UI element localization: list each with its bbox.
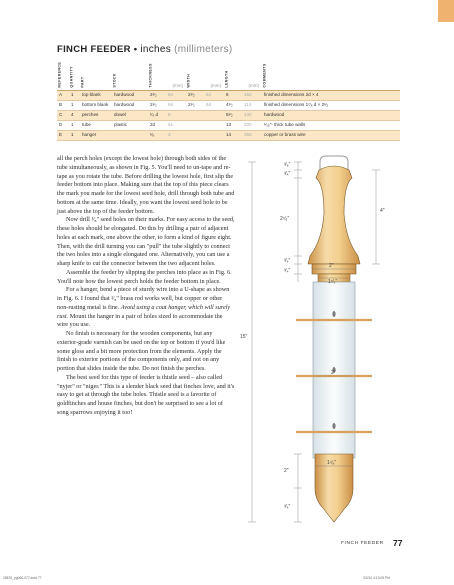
column-header: THICKNESS (148, 58, 166, 91)
table-cell: 4¹⁄₂ (224, 101, 242, 111)
body-text (57, 155, 235, 418)
table-cell: ¹⁄₄ d (148, 111, 166, 121)
table-cell: finished dimensions 2d × 4 (262, 91, 400, 101)
table-cell (186, 121, 204, 131)
table-cell: hardwood (112, 91, 148, 101)
dim-label: 2" (329, 263, 334, 269)
corner-tab (438, 0, 454, 22)
table-cell: tube (80, 121, 112, 131)
table-cell: 13 (224, 121, 242, 131)
table-cell: perches (80, 111, 112, 121)
dim-label: 2" (331, 370, 336, 376)
table-cell: 2d (148, 121, 166, 131)
column-header: WIDTH (186, 58, 204, 91)
column-header: REFERENCE (57, 58, 69, 91)
table-cell: B (57, 101, 69, 111)
table-row (57, 131, 400, 141)
table-cell: 1 (69, 101, 80, 111)
title-bold: FINCH FEEDER (57, 44, 131, 55)
print-slug-file: 25876_pg060-077.indd 77 (3, 576, 42, 580)
paragraph: For a hanger, bend a piece of sturdy wire into a U-shape as shown in Fig. 6. I found that ¹⁄₈" brass rod works well, but copper or other non-rusting metal is fine. Avoid using a coat hanger, which will surely rust. Mount the hanger in a pair of holes sized to accommodate the wire you use. (57, 286, 231, 329)
page-title (57, 44, 232, 55)
table-cell: ¹⁄₁₆"- thick tube walls (262, 121, 400, 131)
paragraph: Assemble the feeder by slipping the perches into place as in Fig. 6. You'll note how the lowest perch holds the feeder bottom in place. (57, 268, 232, 285)
column-header: PART (80, 58, 112, 91)
table-cell (204, 131, 224, 141)
table-cell: 64 (166, 101, 186, 111)
dim-label: ³⁄₄" (284, 171, 291, 177)
table-cell: D (57, 121, 69, 131)
table-cell: C (57, 111, 69, 121)
dim-label: 1⁷⁄₈" (327, 460, 337, 466)
column-header: QUANTITY (69, 58, 80, 91)
paragraph: The best seed for this type of feeder is thistle seed – also called "nyjer" or "niger." This is a slender black seed that finches love, and it's easy to get at through the tube holes. Thistle seed is a favorite of goldfinches and house finches, but don't be surprised to see a lot of song sparrows enjoying it too! (57, 373, 235, 416)
table-cell (186, 131, 204, 141)
table-cell: hardwood (262, 111, 400, 121)
column-header: (mm) (242, 58, 262, 91)
table-cell: 2¹⁄₂ (186, 91, 204, 101)
table-cell: dowel (112, 111, 148, 121)
table-row (57, 101, 400, 111)
warning-text: Avoid using a coat hanger, which will surely rust. (57, 303, 231, 320)
table-cell: 64 (166, 91, 186, 101)
table-cell: 1 (69, 121, 80, 131)
dim-label: ³⁄₈" (284, 162, 291, 168)
title-subunits: (millimeters) (171, 44, 233, 55)
table-cell (204, 121, 224, 131)
table-cell: plastic (112, 121, 148, 131)
table-cell: 5¹⁄₂ (224, 111, 242, 121)
dim-label: 4" (380, 208, 385, 214)
table-cell: 6 (224, 91, 242, 101)
dim-label: ³⁄₄" (284, 258, 291, 264)
table-cell (204, 111, 224, 121)
table-cell: hanger (80, 131, 112, 141)
table-cell (186, 111, 204, 121)
dim-label: ³⁄₄" (284, 504, 291, 510)
table-cell: 356 (242, 131, 262, 141)
table-cell: 4 (69, 111, 80, 121)
table-cell: 1 (69, 131, 80, 141)
table-row (57, 111, 400, 121)
table-cell: 330 (242, 121, 262, 131)
dim-label: 2⁷⁄₈" (280, 216, 290, 222)
table-cell: E (57, 131, 69, 141)
table-row (57, 91, 400, 101)
paragraph: No finish is necessary for the wooden components, but any exterior-grade varnish can be used on the top or bottom if you'd like some gloss and a bit more protection from the elements. Apply the finish to exterior portions of the components only, and not on any portion that slides inside the tube. Do not finish the perches. (57, 330, 226, 372)
paragraph: Now drill ¹⁄₈" seed holes on their marks. For easy access to the seed, these holes should be elongated. Do this by drilling a pair of adjacent holes at each mark, one above the other, to form a kind of figure eight. Then, with the drill turning you can "pull" the tube slightly to connect the two holes into a single elongated one. Alternatively, you can use a sharp knife to cut the connector between the two adjacent holes. (57, 216, 235, 267)
column-header: STOCK (112, 58, 148, 91)
table-cell: finished dimensions 1⁷⁄₈ d × 2¹⁄₂ (262, 101, 400, 111)
table-cell: A (57, 91, 69, 101)
title-separator: • (130, 44, 141, 55)
table-cell: copper or brass wire (262, 131, 400, 141)
table-cell: top blank (80, 91, 112, 101)
table-cell: 1 (69, 91, 80, 101)
cutting-list-table (57, 58, 400, 141)
dim-label: 1⁷⁄₈" (328, 279, 338, 285)
dim-label: 2" (284, 468, 289, 474)
table-cell: hardwood (112, 101, 148, 111)
table-cell: 152 (242, 91, 262, 101)
table-cell: 2¹⁄₂ (186, 101, 204, 111)
dim-label: ³⁄₄" (284, 268, 291, 274)
table-cell: 2¹⁄₂ (148, 91, 166, 101)
table-cell: 6 (166, 111, 186, 121)
column-header: (mm) (166, 58, 186, 91)
table-cell: 140 (242, 111, 262, 121)
page-number: 77 (393, 538, 403, 548)
column-header: LENGTH (224, 58, 242, 91)
column-header: COMMENTS (262, 58, 400, 91)
print-slug-date: 3/2/10 4:13:05 PM (363, 576, 390, 580)
table-cell: bottom blank (80, 101, 112, 111)
table-header-row (57, 58, 400, 91)
seed-hole (332, 311, 335, 317)
table-cell: 51 (166, 121, 186, 131)
running-footer: FINCH FEEDER (341, 541, 384, 546)
feeder-top (308, 166, 360, 264)
title-units: inches (140, 44, 172, 55)
table-cell: 64 (204, 91, 224, 101)
table-row (57, 121, 400, 131)
table-cell: 14 (224, 131, 242, 141)
column-header: (mm) (204, 58, 224, 91)
feeder-diagram (236, 154, 436, 526)
table-cell: 2¹⁄₂ (148, 101, 166, 111)
table-cell: ¹⁄₈ (148, 131, 166, 141)
table-cell: 114 (242, 101, 262, 111)
table-cell: 64 (204, 101, 224, 111)
table-cell: 3 (166, 131, 186, 141)
dim-label: 15" (240, 334, 248, 340)
table-cell (112, 131, 148, 141)
seed-hole (332, 423, 335, 429)
paragraph: all the perch holes (except the lowest hole) through both sides of the tube simultaneously, as shown in Fig. 5. You'll need to un-tape and re-tape as you rotate the tube. Before drilling the lowest hole, first slip the feeder bottom into place. Making sure that the top of this piece clears the mark you made for the lowest seed hole, drill through both tube and bottom at the same time. Ideally, you want the lowest seed hole to be just above the top of the feeder bottom. (57, 155, 235, 215)
